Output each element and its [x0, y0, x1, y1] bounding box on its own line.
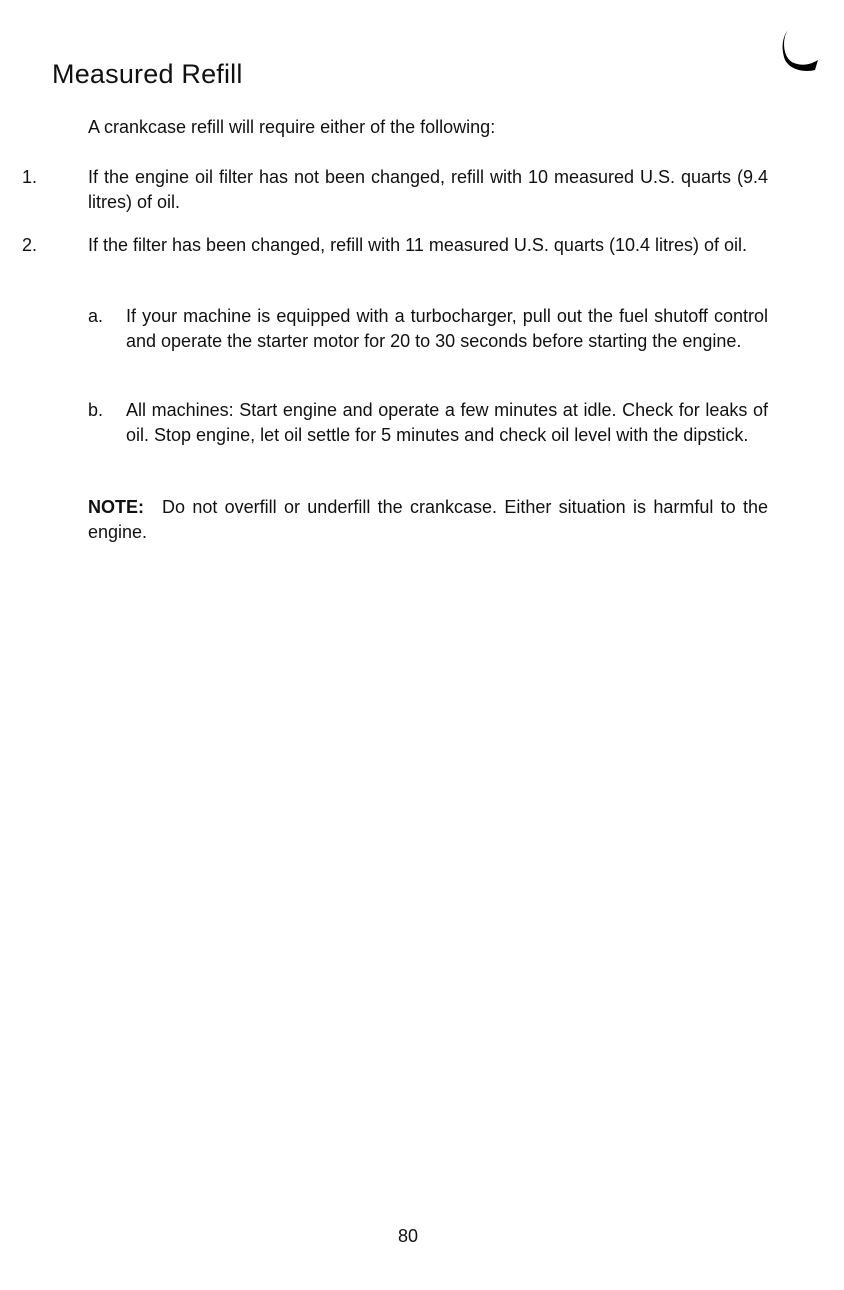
page-title: Measured Refill: [52, 59, 243, 89]
note-text: Do not overfill or underfill the crankcase. Either situation is harmful to the engine.: [88, 497, 768, 542]
sub-item-a: [88, 304, 768, 354]
list-item-2: [22, 233, 768, 258]
list-item-marker: 2.: [22, 235, 38, 255]
sub-item-marker: a.: [88, 306, 104, 326]
note-label: NOTE:: [88, 497, 144, 517]
note-paragraph: [88, 495, 768, 545]
sub-item-b: [88, 398, 768, 448]
list-item-1: [22, 165, 768, 215]
list-item-text: If the engine oil filter has not been changed, refill with 10 measured U.S. quarts (9.4 litres) of oil.: [88, 167, 768, 212]
sub-item-text: All machines: Start engine and operate a few minutes at idle. Check for leaks of oil. Stop engine, let oil settle for 5 minutes and check oil level with the dipstick.: [126, 400, 768, 445]
list-item-marker: 1.: [22, 167, 38, 187]
crescent-thumb-tab-icon: [775, 24, 823, 72]
page-number: 80: [397, 1226, 419, 1246]
sub-item-marker: b.: [88, 400, 104, 420]
list-item-text: If the filter has been changed, refill with 11 measured U.S. quarts (10.4 litres) of oil.: [88, 235, 747, 255]
intro-paragraph: A crankcase refill will require either of the following:: [88, 117, 496, 137]
sub-item-text: If your machine is equipped with a turbocharger, pull out the fuel shutoff control and operate the starter motor for 20 to 30 seconds before starting the engine.: [126, 306, 768, 351]
